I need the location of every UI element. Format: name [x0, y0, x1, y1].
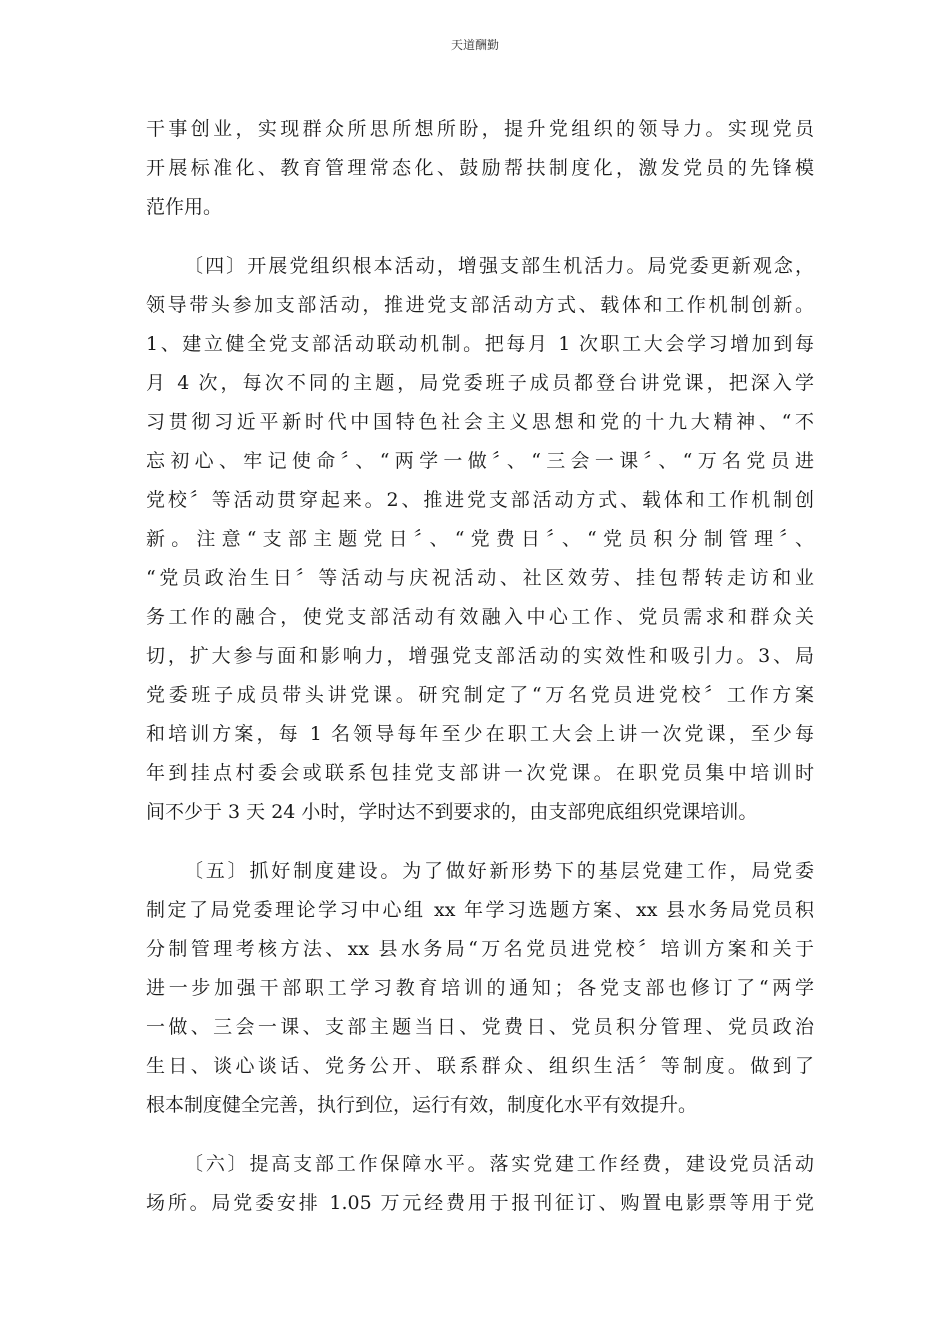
text-line: 习贯彻习近平新时代中国特色社会主义思想和党的十九大精神、“不	[146, 411, 814, 433]
text-line: 务工作的融合，使党支部活动有效融入中心工作、党员需求和群众关	[146, 606, 814, 628]
text-line: 一做、三会一课、支部主题当日、党费日、党员积分管理、党员政治	[146, 1016, 814, 1038]
text-line: 党校〞等活动贯穿起来。2、推进党支部活动方式、载体和工作机制创	[146, 489, 814, 511]
page-header: 天道酬勤	[450, 38, 499, 52]
text-line: 和培训方案，每 1 名领导每年至少在职工大会上讲一次党课，至少每	[146, 723, 814, 745]
text-line: 干事创业，实现群众所思所想所盼，提升党组织的领导力。实现党员	[146, 118, 814, 140]
text-line: “党员政治生日〞等活动与庆祝活动、社区效劳、挂包帮转走访和业	[146, 567, 814, 589]
paragraph-continuation	[146, 110, 814, 227]
text-line: 分制管理考核方法、xx 县水务局“万名党员进党校〞培训方案和关于	[146, 938, 814, 960]
text-line: 1、建立健全党支部活动联动机制。把每月 1 次职工大会学习增加到每	[146, 333, 814, 355]
text-line: 制定了局党委理论学习中心组 xx 年学习选题方案、xx 县水务局党员积	[146, 899, 814, 921]
text-line: 场所。局党委安排 1.05 万元经费用于报刊征订、购置电影票等用于党	[146, 1192, 814, 1214]
text-line: 生日、谈心谈话、党务公开、联系群众、组织生活〞等制度。做到了	[146, 1055, 814, 1077]
paragraph-section-5	[146, 852, 814, 1125]
paragraph-section-6	[146, 1145, 814, 1223]
text-line: 新。注意“支部主题党日〞、“党费日〞、“党员积分制管理〞、	[146, 528, 814, 550]
text-line: 间不少于 3 天 24 小时，学时达不到要求的，由支部兜底组织党课培训。	[146, 801, 758, 823]
text-line: 〔六〕提高支部工作保障水平。落实党建工作经费，建设党员活动	[184, 1153, 814, 1175]
document-body	[146, 110, 814, 1223]
text-line: 领导带头参加支部活动，推进党支部活动方式、载体和工作机制创新。	[146, 294, 814, 316]
text-line: 〔四〕开展党组织根本活动，增强支部生机活力。局党委更新观念，	[184, 255, 814, 277]
text-line: 月 4 次，每次不同的主题，局党委班子成员都登台讲党课，把深入学	[146, 372, 814, 394]
text-line: 年到挂点村委会或联系包挂党支部讲一次党课。在职党员集中培训时	[146, 762, 814, 784]
text-line: 忘初心、牢记使命〞、“两学一做〞、“三会一课〞、“万名党员进	[146, 450, 814, 472]
text-line: 进一步加强干部职工学习教育培训的通知；各党支部也修订了“两学	[146, 977, 814, 999]
text-line: 党委班子成员带头讲党课。研究制定了“万名党员进党校〞工作方案	[146, 684, 814, 706]
text-line: 切，扩大参与面和影响力，增强党支部活动的实效性和吸引力。3、局	[146, 645, 814, 667]
text-line: 根本制度健全完善，执行到位，运行有效，制度化水平有效提升。	[146, 1094, 698, 1116]
paragraph-section-4	[146, 247, 814, 832]
text-line: 开展标准化、教育管理常态化、鼓励帮扶制度化，激发党员的先锋模	[146, 157, 814, 179]
text-line: 范作用。	[146, 196, 223, 218]
text-line: 〔五〕抓好制度建设。为了做好新形势下的基层党建工作，局党委	[184, 860, 814, 882]
